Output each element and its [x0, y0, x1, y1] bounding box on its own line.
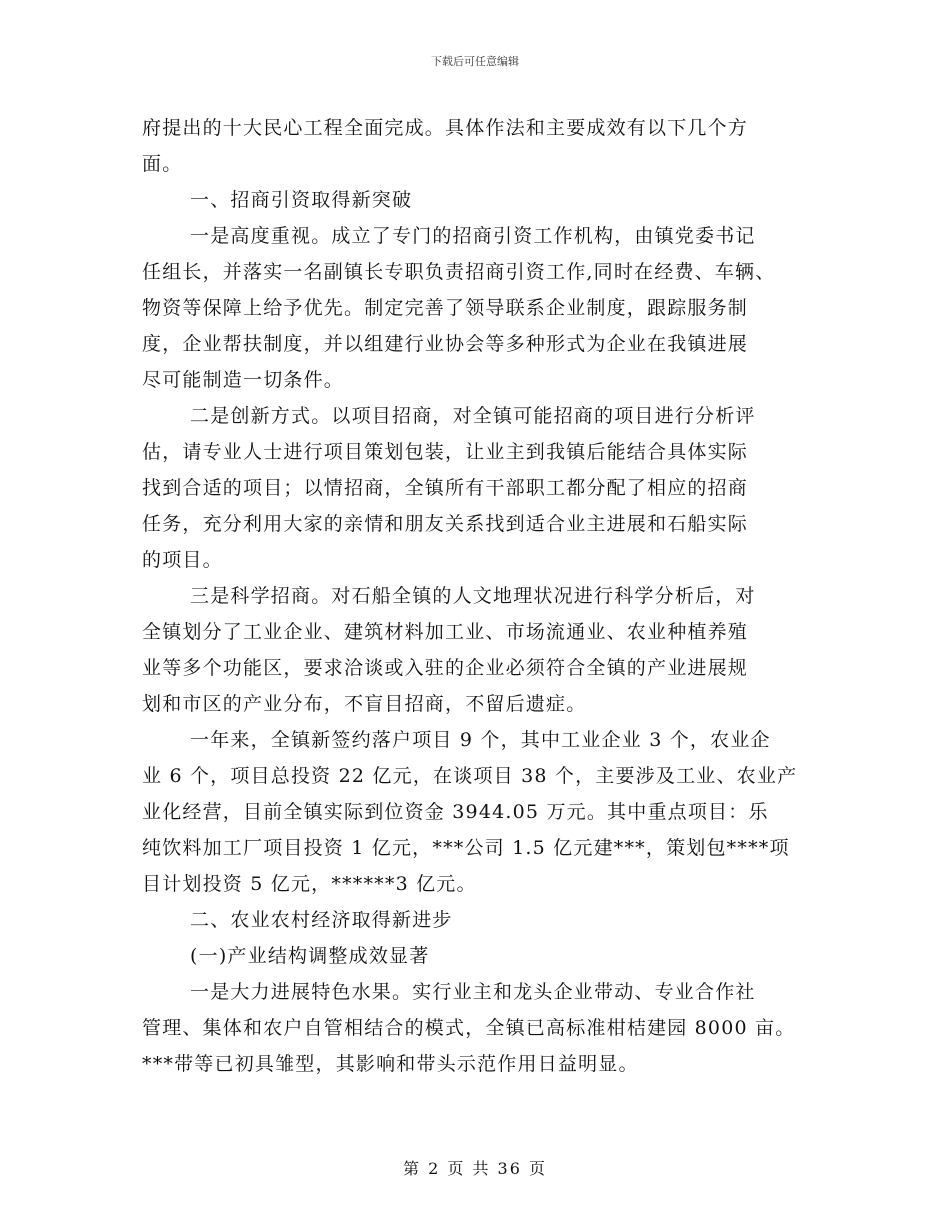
text-line: 府提出的十大民心工程全面完成。具体作法和主要成效有以下几个方 — [142, 117, 749, 139]
text-line: 纯饮料加工厂项目投资 1 亿元，***公司 1.5 亿元建***，策划包****项 — [142, 837, 790, 859]
text-line: 二是创新方式。以项目招商，对全镇可能招商的项目进行分析评 — [190, 405, 756, 427]
text-line: 的项目。 — [142, 549, 223, 571]
text-line: 业化经营，目前全镇实际到位资金 3944.05 万元。其中重点项目：乐 — [142, 801, 769, 823]
text-line: 尽可能制造一切条件。 — [142, 369, 345, 391]
text-line: 一年来，全镇新签约落户项目 9 个，其中工业企业 3 个，农业企 — [190, 729, 771, 751]
text-line: 一、招商引资取得新突破 — [190, 189, 413, 211]
text-line: 业等多个功能区，要求洽谈或入驻的企业必须符合全镇的产业进展规 — [142, 657, 749, 679]
text-line: 任组长，并落实一名副镇长专职负责招商引资工作,同时在经费、车辆、 — [142, 261, 776, 283]
text-line: 三是科学招商。对石船全镇的人文地理状况进行科学分析后，对 — [190, 585, 756, 607]
text-line: 面。 — [142, 153, 183, 175]
page-header: 下载后可任意编辑 — [431, 55, 519, 68]
text-line: 业 6 个，项目总投资 22 亿元，在谈项目 38 个，主要涉及工业、农业产 — [142, 765, 798, 787]
text-line: 划和市区的产业分布，不盲目招商，不留后遗症。 — [142, 693, 587, 715]
text-line: 目计划投资 5 亿元，******3 亿元。 — [142, 873, 477, 895]
text-line: 一是高度重视。成立了专门的招商引资工作机构，由镇党委书记 — [190, 225, 756, 247]
text-line: 二、农业农村经济取得新进步 — [190, 909, 453, 931]
text-line: 估，请专业人士进行项目策划包装，让业主到我镇后能结合具体实际 — [142, 441, 749, 463]
text-line: (一)产业结构调整成效显著 — [190, 945, 430, 967]
text-line: ***带等已初具雏型，其影响和带头示范作用日益明显。 — [142, 1053, 639, 1075]
page-footer: 第 2 页 共 36 页 — [403, 1159, 547, 1178]
text-line: 物资等保障上给予优先。制定完善了领导联系企业制度，跟踪服务制 — [142, 297, 749, 319]
text-line: 一是大力进展特色水果。实行业主和龙头企业带动、专业合作社 — [190, 981, 756, 1003]
document-body — [142, 110, 822, 1082]
text-line: 任务，充分利用大家的亲情和朋友关系找到适合业主进展和石船实际 — [142, 513, 749, 535]
text-line: 全镇划分了工业企业、建筑材料加工业、市场流通业、农业种植养殖 — [142, 621, 749, 643]
text-line: 度，企业帮扶制度，并以组建行业协会等多种形式为企业在我镇进展 — [142, 333, 749, 355]
text-line: 管理、集体和农户自管相结合的模式，全镇已高标准柑桔建园 8000 亩。 — [142, 1017, 796, 1039]
text-line: 找到合适的项目；以情招商，全镇所有干部职工都分配了相应的招商 — [142, 477, 749, 499]
